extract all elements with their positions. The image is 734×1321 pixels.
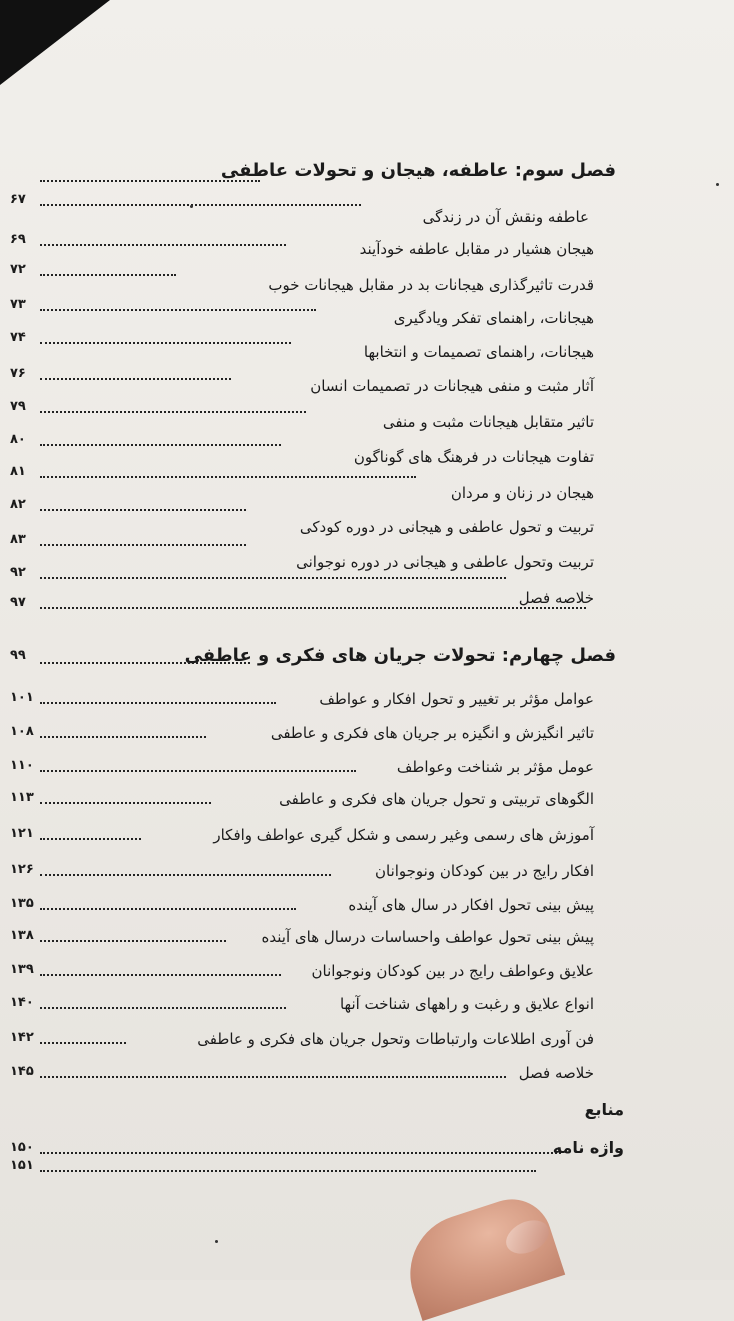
toc-entry-title: عوامل مؤثر بر تغییر و تحول افکار و عواطف	[319, 690, 594, 708]
chapter-3-heading: فصل سوم: عاطفه، هیجان و تحولات عاطفی	[220, 160, 616, 181]
dot-leader	[40, 509, 246, 511]
toc-page-number: ۱۳۸	[10, 928, 34, 943]
toc-page-number: ۱۴۵	[10, 1064, 34, 1079]
dot-leader	[40, 874, 331, 876]
dot-leader	[40, 770, 356, 772]
toc-page-number: ۸۲	[10, 497, 26, 512]
toc-entry-title: قدرت تاثیرگذاری هیجانات بد در مقابل هیجانات خوب	[268, 276, 594, 294]
toc-entry-title: منابع	[584, 1100, 624, 1119]
toc-entry-title: واژه نامه	[552, 1138, 624, 1157]
page-corner-shadow	[0, 0, 110, 85]
dot-leader	[40, 204, 361, 206]
toc-page-number: ۹۹	[10, 648, 26, 663]
dot-leader	[40, 1076, 506, 1078]
toc-entry-title: هیجان هشیار در مقابل عاطفه خودآیند	[359, 240, 594, 258]
toc-page-number: ۹۷	[10, 595, 26, 610]
dot-leader	[40, 244, 286, 246]
dot-leader	[40, 1170, 536, 1172]
chapter-4-heading: فصل چهارم: تحولات جریان های فکری و عاطفی	[184, 645, 616, 666]
toc-page-number: ۷۳	[10, 297, 26, 312]
toc-entry-title: هیجان در زنان و مردان	[450, 484, 594, 502]
toc-entry-title: تربیت و تحول عاطفی و هیجانی در دوره کودکی	[299, 518, 594, 536]
toc-entry-title: انواع علایق و رغبت و راههای شناخت آنها	[339, 995, 594, 1013]
toc-page-number: ۸۱	[10, 464, 26, 479]
toc-entry-title: آثار مثبت و منفی هیجانات در تصمیمات انسان	[310, 377, 594, 395]
toc-page-number: ۶۹	[10, 232, 26, 247]
dot-leader	[40, 1042, 126, 1044]
toc-page-number: ۷۲	[10, 262, 26, 277]
toc-entry-title: عاطفه ونقش آن در زندگی	[422, 208, 589, 226]
toc-page-number: ۱۴۲	[10, 1030, 34, 1045]
toc-page-number: ۱۰۱	[10, 690, 34, 705]
dot-leader	[40, 607, 586, 609]
toc-page-number: ۷۴	[10, 330, 26, 345]
dot-leader	[40, 180, 260, 182]
toc-entry-title: عومل مؤثر بر شناخت وعواطف	[396, 758, 594, 776]
toc-page-number: ۱۱۰	[10, 758, 34, 773]
dot-leader	[40, 309, 316, 311]
dot-leader	[40, 838, 141, 840]
toc-page-number: ۹۲	[10, 565, 26, 580]
dot-leader	[40, 274, 176, 276]
dot-leader	[40, 702, 276, 704]
dot-leader	[40, 411, 306, 413]
toc-entry-title: پیش بینی تحول افکار در سال های آینده	[348, 896, 594, 914]
toc-entry-title: خلاصه فصل	[518, 1064, 594, 1082]
toc-page-number: ۱۲۱	[10, 826, 34, 841]
dot-leader	[40, 1007, 286, 1009]
toc-page-number: ۷۹	[10, 399, 26, 414]
dot-leader	[40, 378, 231, 380]
toc-entry-title: خلاصه فصل	[518, 589, 594, 607]
dot-leader	[40, 974, 281, 976]
toc-page-number: ۱۴۰	[10, 995, 34, 1010]
dot-leader	[40, 662, 250, 664]
toc-page-number: ۱۰۸	[10, 724, 34, 739]
dot-leader	[40, 444, 281, 446]
toc-page-number: ۷۶	[10, 366, 26, 381]
stray-dot	[716, 183, 719, 186]
dot-leader	[40, 577, 506, 579]
dot-leader	[40, 544, 246, 546]
dot-leader	[40, 342, 291, 344]
toc-entry-title: پیش بینی تحول عواطف واحساسات درسال های آینده	[261, 928, 594, 946]
dot-leader	[40, 802, 211, 804]
toc-entry-title: تاثیر متقابل هیجانات مثبت و منفی	[382, 413, 594, 431]
toc-entry-title: آموزش های رسمی وغیر رسمی و شکل گیری عواطف وافکار	[213, 826, 594, 844]
toc-page-number: ۱۱۳	[10, 790, 34, 805]
toc-entry-title: هیجانات، راهنمای تفکر ویادگیری	[393, 309, 594, 327]
toc-entry-title: تربیت وتحول عاطفی و هیجانی در دوره نوجوانی	[296, 553, 594, 571]
toc-page-number: ۱۳۹	[10, 962, 34, 977]
toc-page-number: ۶۷	[10, 192, 26, 207]
toc-entry-title: تفاوت هیجانات در فرهنگ های گوناگون	[353, 448, 594, 466]
stray-dot	[190, 205, 193, 208]
dot-leader	[40, 736, 206, 738]
toc-page-number: ۸۰	[10, 432, 26, 447]
dot-leader	[40, 908, 296, 910]
toc-page-number: ۱۵۰	[10, 1140, 34, 1155]
toc-page-number: ۱۲۶	[10, 862, 34, 877]
toc-entry-title: تاثیر انگیزش و انگیزه بر جریان های فکری و عاطفی	[270, 724, 594, 742]
toc-entry-title: فن آوری اطلاعات وارتباطات وتحول جریان های فکری و عاطفی	[197, 1030, 594, 1048]
toc-entry-title: هیجانات، راهنمای تصمیمات و انتخابها	[363, 343, 594, 361]
toc-page-number: ۸۳	[10, 532, 26, 547]
stray-dot	[215, 1240, 218, 1243]
thumb-photo	[395, 1189, 565, 1321]
dot-leader	[40, 940, 226, 942]
toc-entry-title: افکار رایج در بین کودکان ونوجوانان	[374, 862, 594, 880]
dot-leader	[40, 1152, 561, 1154]
toc-page-number: ۱۳۵	[10, 896, 34, 911]
toc-entry-title: علایق وعواطف رایج در بین کودکان ونوجوانان	[311, 962, 594, 980]
dot-leader	[40, 476, 416, 478]
toc-entry-title: الگوهای تربیتی و تحول جریان های فکری و عاطفی	[279, 790, 594, 808]
toc-page-number: ۱۵۱	[10, 1158, 34, 1173]
